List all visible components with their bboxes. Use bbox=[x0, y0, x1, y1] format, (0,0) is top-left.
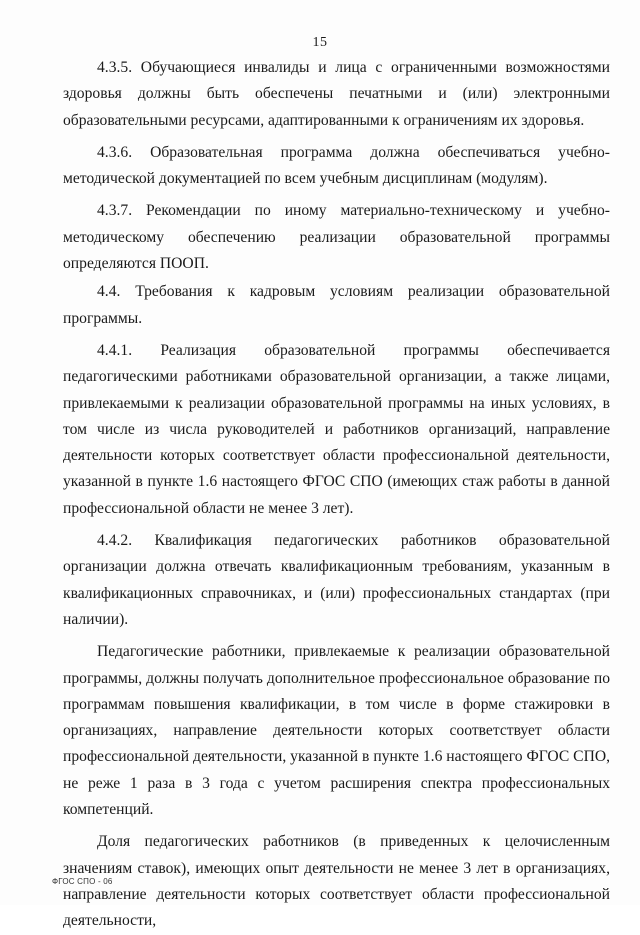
paragraph-4-4-2: 4.4.2. Квалификация педагогических работников образовательной организации должна отвечать квалификационным требованиям, указанным в квалификационных справочниках, и (или) профессиональных стандартах (при наличии). bbox=[63, 532, 610, 628]
paragraph-4-3-5: 4.3.5. Обучающиеся инвалиды и лица с ограниченными возможностями здоровья должны быть обеспечены печатными и (или) электронными образовательными ресурсами, адаптированными к ограничениям их здоровья. bbox=[63, 59, 610, 129]
page-number: 15 bbox=[312, 35, 328, 50]
paragraph-4-3-6: 4.3.6. Образовательная программа должна обеспечиваться учебно-методической документацией по всем учебным дисциплинам (модулям). bbox=[63, 143, 610, 188]
paragraph-4-4-heading: 4.4. Требования к кадровым условиям реализации образовательной программы. bbox=[63, 283, 610, 327]
document-footer-code: ФГОС СПО - 06 bbox=[52, 877, 113, 886]
document-body bbox=[63, 55, 610, 935]
paragraph-4-3-7: 4.3.7. Рекомендации по иному материально-техническому и учебно-методическому обеспечению реализации образовательной программы определяются ПООП. bbox=[63, 202, 610, 273]
paragraph-4-4-1: 4.4.1. Реализация образовательной программы обеспечивается педагогическими работниками образовательной организации, а также лицами, привлекаемыми к реализации образовательной программы на иных условиях, в том числе из числа руководителей и работников организаций, направление деятельности которых соответствует области профессиональной деятельности, указанной в пункте 1.6 настоящего ФГОС СПО (имеющих стаж работы в данной профессиональной области не менее 3 лет). bbox=[63, 341, 610, 517]
paragraph-teachers-share: Доля педагогических работников (в приведенных к целочисленным значениям ставок), имеющих опыт деятельности не менее 3 лет в организациях, направление деятельности которых соответствует области профессиональной деятельности, bbox=[63, 833, 610, 930]
paragraph-teachers-training: Педагогические работники, привлекаемые к реализации образовательной программы, должны получать дополнительное профессиональное образование по программам повышения квалификации, в том числе в форме стажировки в организациях, направление деятельности которых соответствует области профессиональной деятельности, указанной в пункте 1.6 настоящего ФГОС СПО, не реже 1 раза в 3 года с учетом расширения спектра профессиональных компетенций. bbox=[63, 643, 610, 819]
